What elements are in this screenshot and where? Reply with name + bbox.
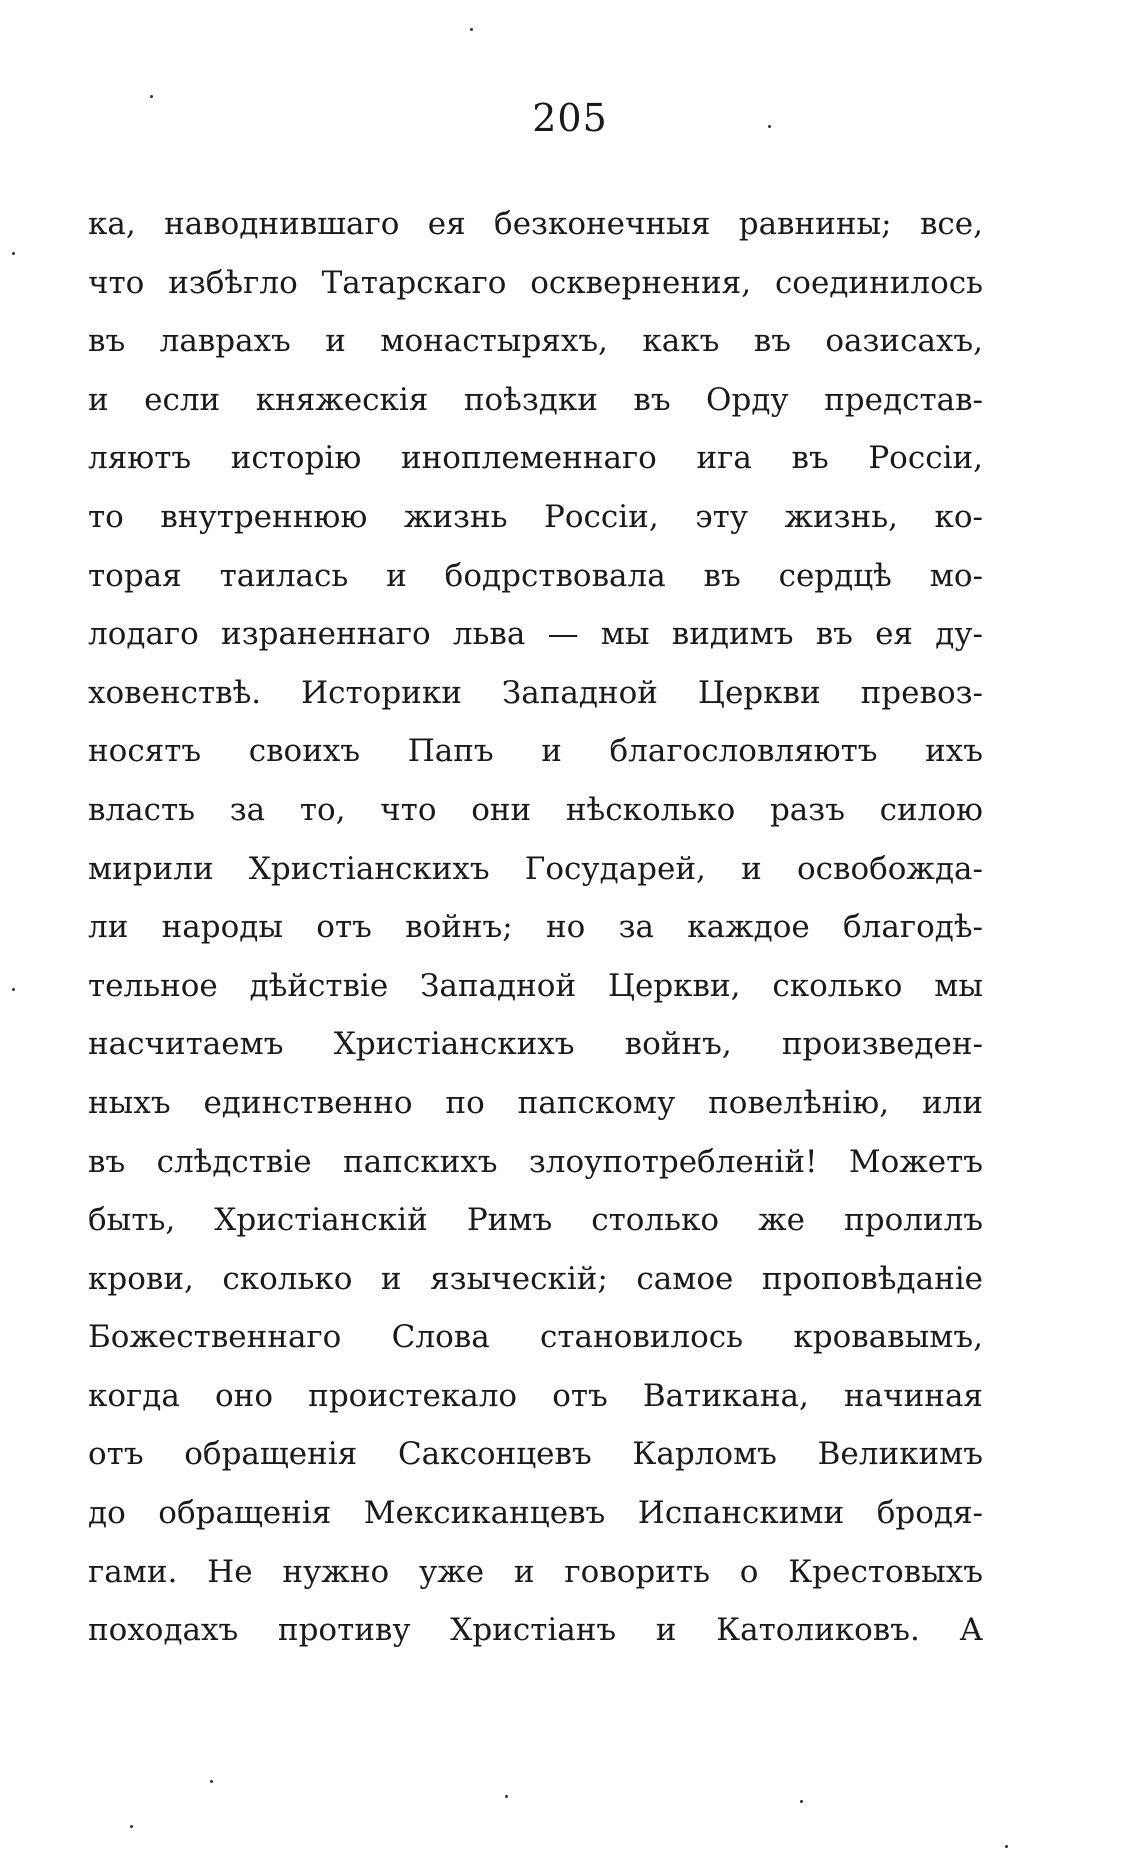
text-line: и если княжескія поѣздки въ Орду представ- — [88, 381, 983, 418]
text-line: Божественнаго Слова становилось кровавымъ, — [88, 1319, 983, 1356]
page-number: 205 — [532, 96, 608, 140]
text-line: ка, наводнившаго ея безконечныя равнины; все, — [88, 206, 983, 242]
body-text — [88, 195, 983, 1660]
text-line: въ лаврахъ и монастыряхъ, какъ въ оазисахъ, — [88, 323, 983, 360]
text-line: то внутреннюю жизнь Россіи, эту жизнь, ко- — [88, 498, 983, 535]
text-line: тельное дѣйствіе Западной Церкви, сколько мы — [88, 967, 983, 1004]
text-line: ли народы отъ войнъ; но за каждое благодѣ- — [88, 909, 983, 946]
text-line: что избѣгло Татарскаго осквернения, соединилось — [88, 264, 983, 301]
scan-speck — [12, 988, 15, 991]
text-line: ляютъ исторію иноплеменнаго ига въ Россіи, — [88, 440, 983, 477]
text-line: власть за то, что они нѣсколько разъ силою — [88, 791, 983, 828]
scan-speck — [1005, 1845, 1008, 1848]
text-line-last: походахъ противу Христіанъ и Католиковъ. А — [88, 1612, 983, 1649]
text-line: когда оно проистекало отъ Ватикана, начиная — [88, 1377, 983, 1414]
scan-speck — [470, 28, 473, 31]
text-line: ховенствѣ. Историки Западной Церкви превоз- — [88, 674, 983, 711]
text-line: быть, Христіанскій Римъ столько же пролилъ — [88, 1202, 983, 1239]
text-line: торая таилась и бодрствовала въ сердцѣ мо- — [88, 557, 983, 594]
scan-speck — [130, 1825, 133, 1828]
text-line: лодаго израненнаго льва — мы видимъ въ ея ду- — [88, 616, 983, 653]
scan-speck — [150, 95, 153, 98]
text-line: крови, сколько и языческій; самое проповѣданіе — [88, 1260, 983, 1297]
text-line: отъ обращенія Саксонцевъ Карломъ Великимъ — [88, 1436, 983, 1473]
scan-speck — [800, 1800, 803, 1803]
text-line: гами. Не нужно уже и говорить о Крестовыхъ — [88, 1553, 983, 1590]
text-line: мирили Христіанскихъ Государей, и освобожда- — [88, 850, 983, 887]
text-line: въ слѣдствіе папскихъ злоупотребленій! Можетъ — [88, 1143, 983, 1180]
text-line: ныхъ единственно по папскому повелѣнію, или — [88, 1084, 983, 1121]
scan-speck — [768, 125, 771, 128]
scan-speck — [505, 1795, 508, 1798]
text-line: насчитаемъ Христіанскихъ войнъ, произведен- — [88, 1026, 983, 1063]
scan-speck — [12, 252, 15, 255]
text-line: носятъ своихъ Папъ и благословляютъ ихъ — [88, 733, 983, 770]
text-line: до обращенія Мексиканцевъ Испанскими бродя- — [88, 1495, 983, 1532]
scan-speck — [210, 1780, 213, 1783]
